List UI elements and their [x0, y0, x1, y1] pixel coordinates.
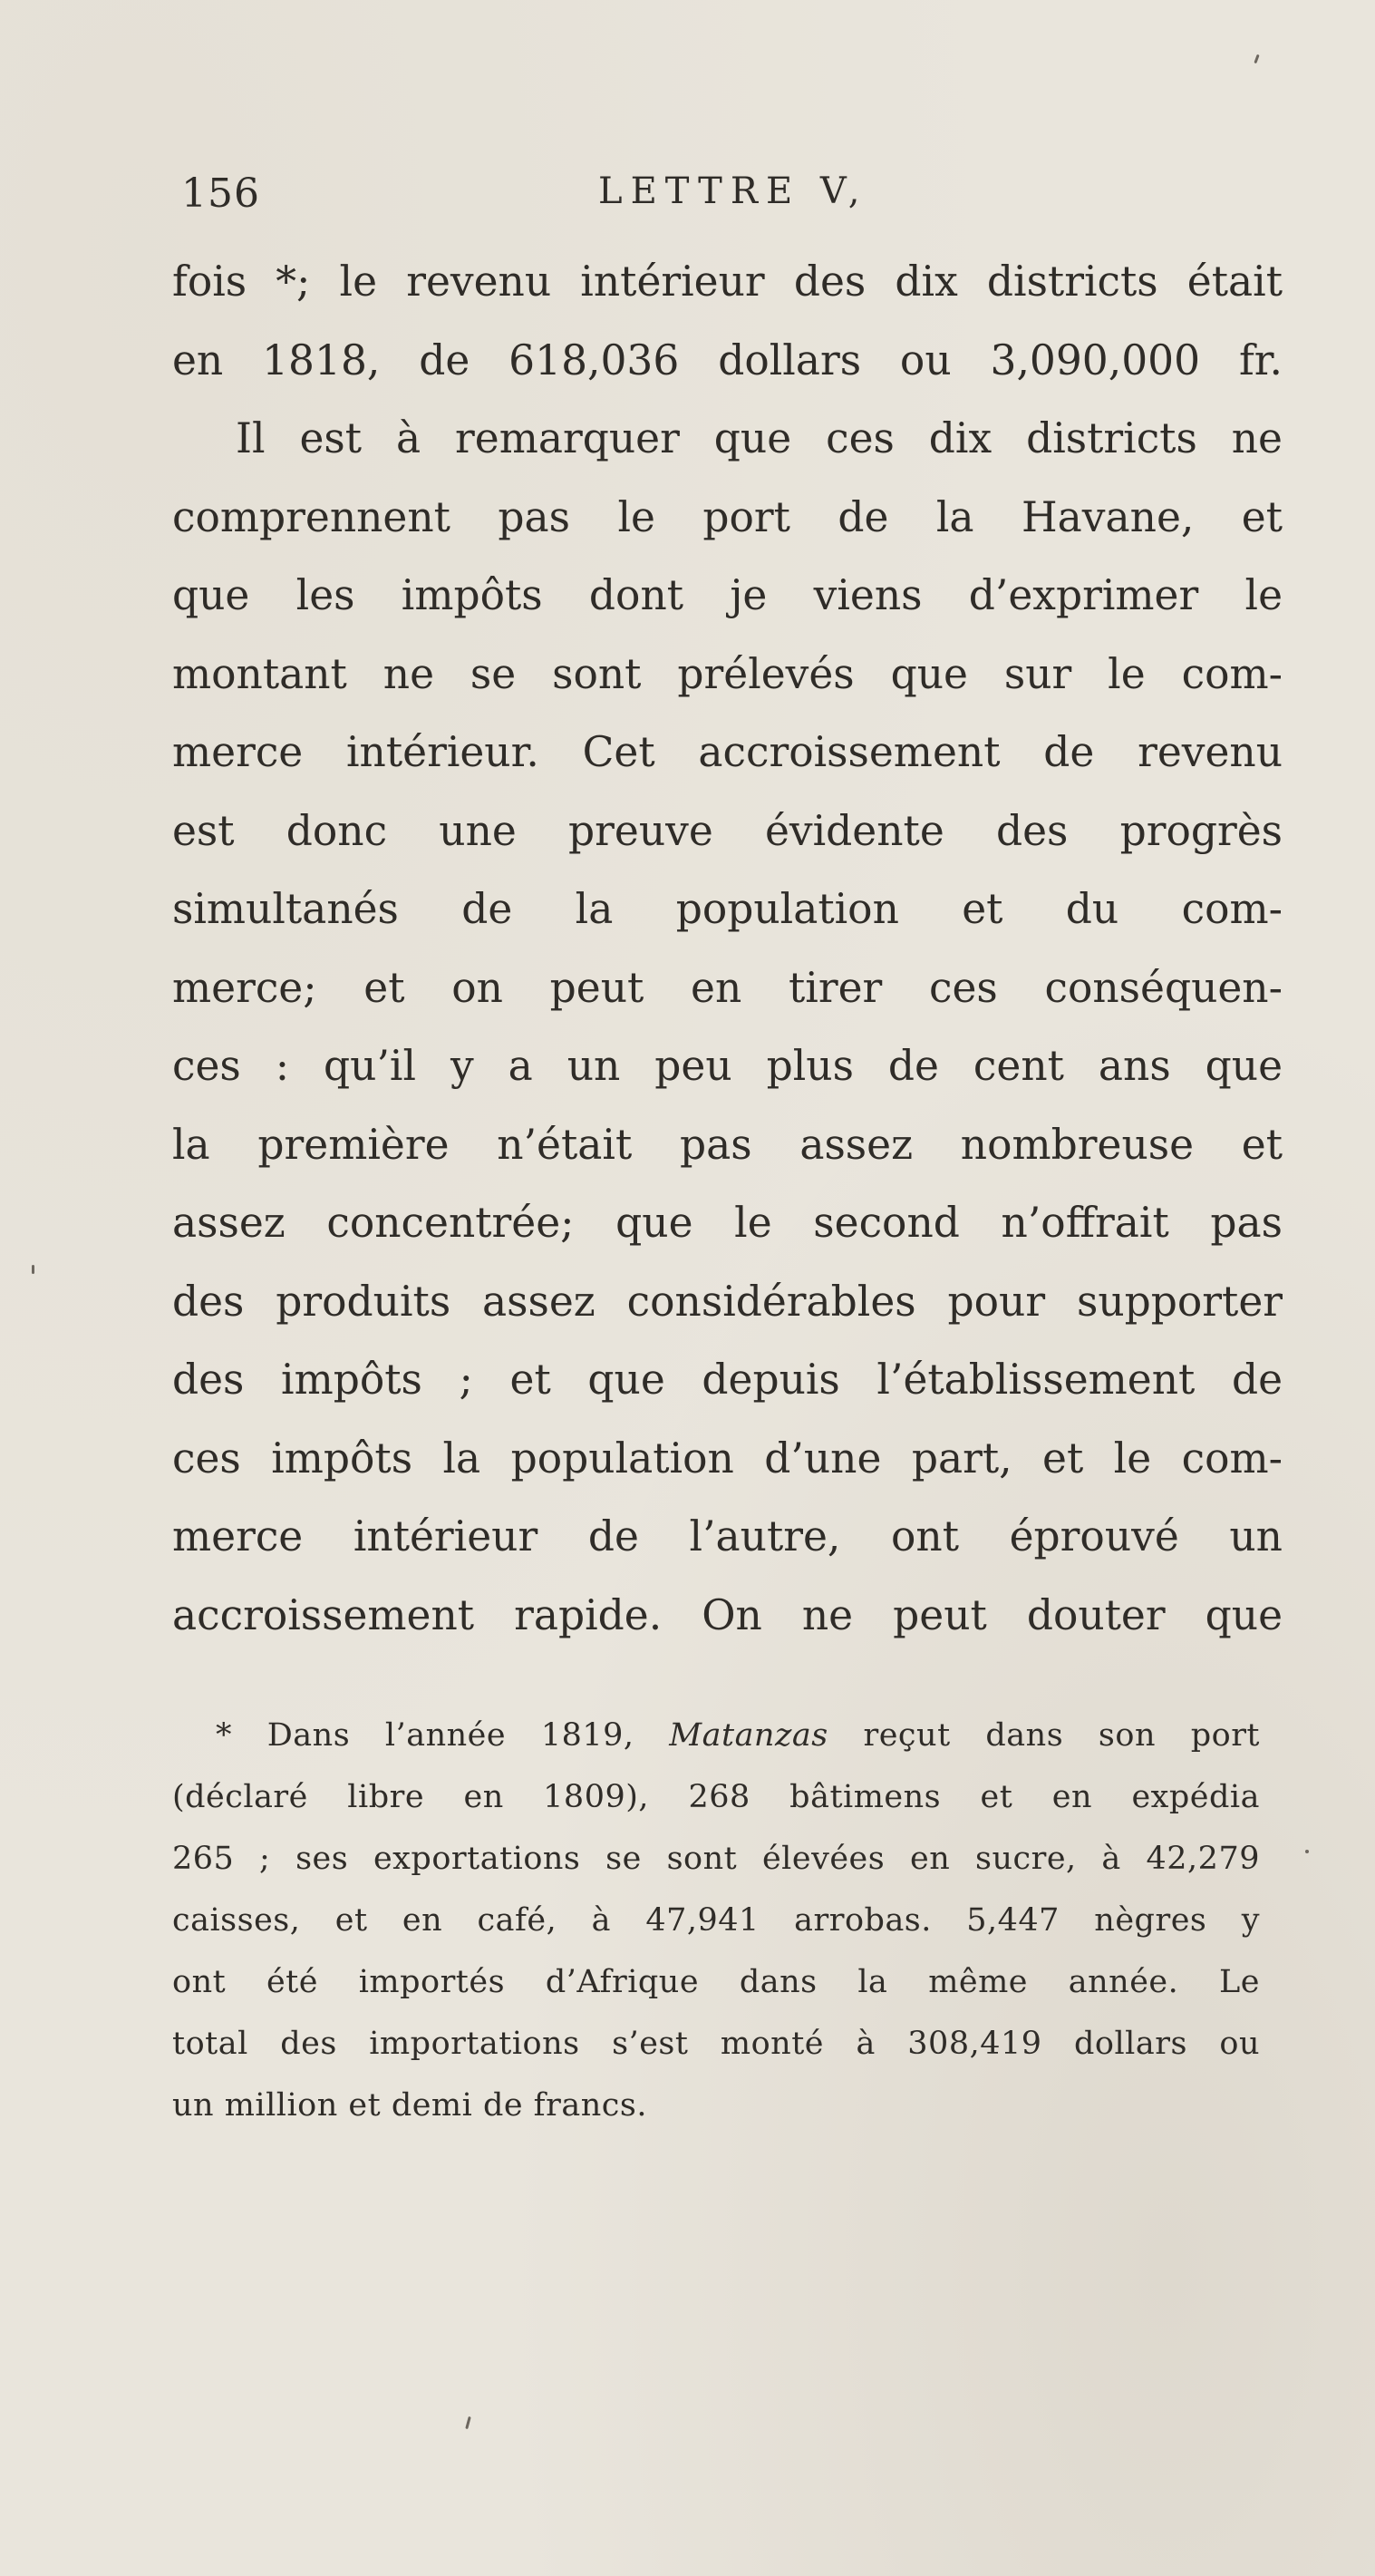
footnote-line: 265 ; ses exportations se sont élevées en sucre, à 42,279: [172, 1841, 1260, 1877]
body-line: Il est à remarquer que ces dix districts ne: [236, 414, 1283, 462]
page-number: 156: [181, 170, 260, 217]
body-line: ces impôts la population d’une part, et le com-: [172, 1434, 1283, 1482]
header-title: LETTRE V,: [598, 170, 868, 212]
footnote: [172, 1705, 1260, 2136]
body-line: merce intérieur. Cet accroissement de revenu: [172, 728, 1283, 776]
paper-speck: [465, 2416, 471, 2429]
body-line: merce intérieur de l’autre, ont éprouvé un: [172, 1512, 1283, 1560]
body-line: fois *; le revenu intérieur des dix districts était: [172, 258, 1283, 306]
body-text: [172, 243, 1283, 1655]
body-line: des produits assez considérables pour supporter: [172, 1277, 1283, 1326]
footnote-line: (déclaré libre en 1809), 268 bâtimens et en expédia: [172, 1779, 1260, 1815]
paper-speck: [32, 1265, 34, 1274]
body-line: la première n’était pas assez nombreuse et: [172, 1120, 1283, 1169]
body-line: est donc une preuve évidente des progrès: [172, 806, 1283, 855]
footnote-line: total des importations s’est monté à 308,419 dollars ou: [172, 2026, 1260, 2062]
body-line: merce; et on peut en tirer ces conséquen-: [172, 963, 1283, 1012]
footnote-suffix: reçut dans son port: [828, 1717, 1260, 1754]
body-line: assez concentrée; que le second n’offrait pas: [172, 1199, 1283, 1247]
footnote-line: ont été importés d’Afrique dans la même année. Le: [172, 1964, 1260, 2000]
footnote-line: [172, 1705, 1260, 1766]
body-line: simultanés de la population et du com-: [172, 885, 1283, 933]
paper-speck: [1305, 1850, 1309, 1853]
footnote-line: un million et demi de francs.: [172, 2087, 647, 2124]
body-line: en 1818, de 618,036 dollars ou 3,090,000 fr.: [172, 335, 1283, 384]
body-line: montant ne se sont prélevés que sur le com-: [172, 649, 1283, 698]
body-line: comprennent pas le port de la Havane, et: [172, 492, 1283, 541]
paper-speck: [1254, 54, 1259, 63]
body-line: ces : qu’il y a un peu plus de cent ans que: [172, 1042, 1283, 1090]
body-line: que les impôts dont je viens d’exprimer le: [172, 571, 1283, 619]
running-head: [181, 170, 1278, 225]
footnote-prefix: * Dans l’année 1819,: [216, 1717, 670, 1754]
footnote-italic: Matanzas: [669, 1717, 828, 1754]
footnote-line: caisses, et en café, à 47,941 arrobas. 5,447 nègres y: [172, 1902, 1260, 1939]
body-line: des impôts ; et que depuis l’établissement de: [172, 1356, 1283, 1404]
body-line: accroissement rapide. On ne peut douter que: [172, 1590, 1283, 1639]
